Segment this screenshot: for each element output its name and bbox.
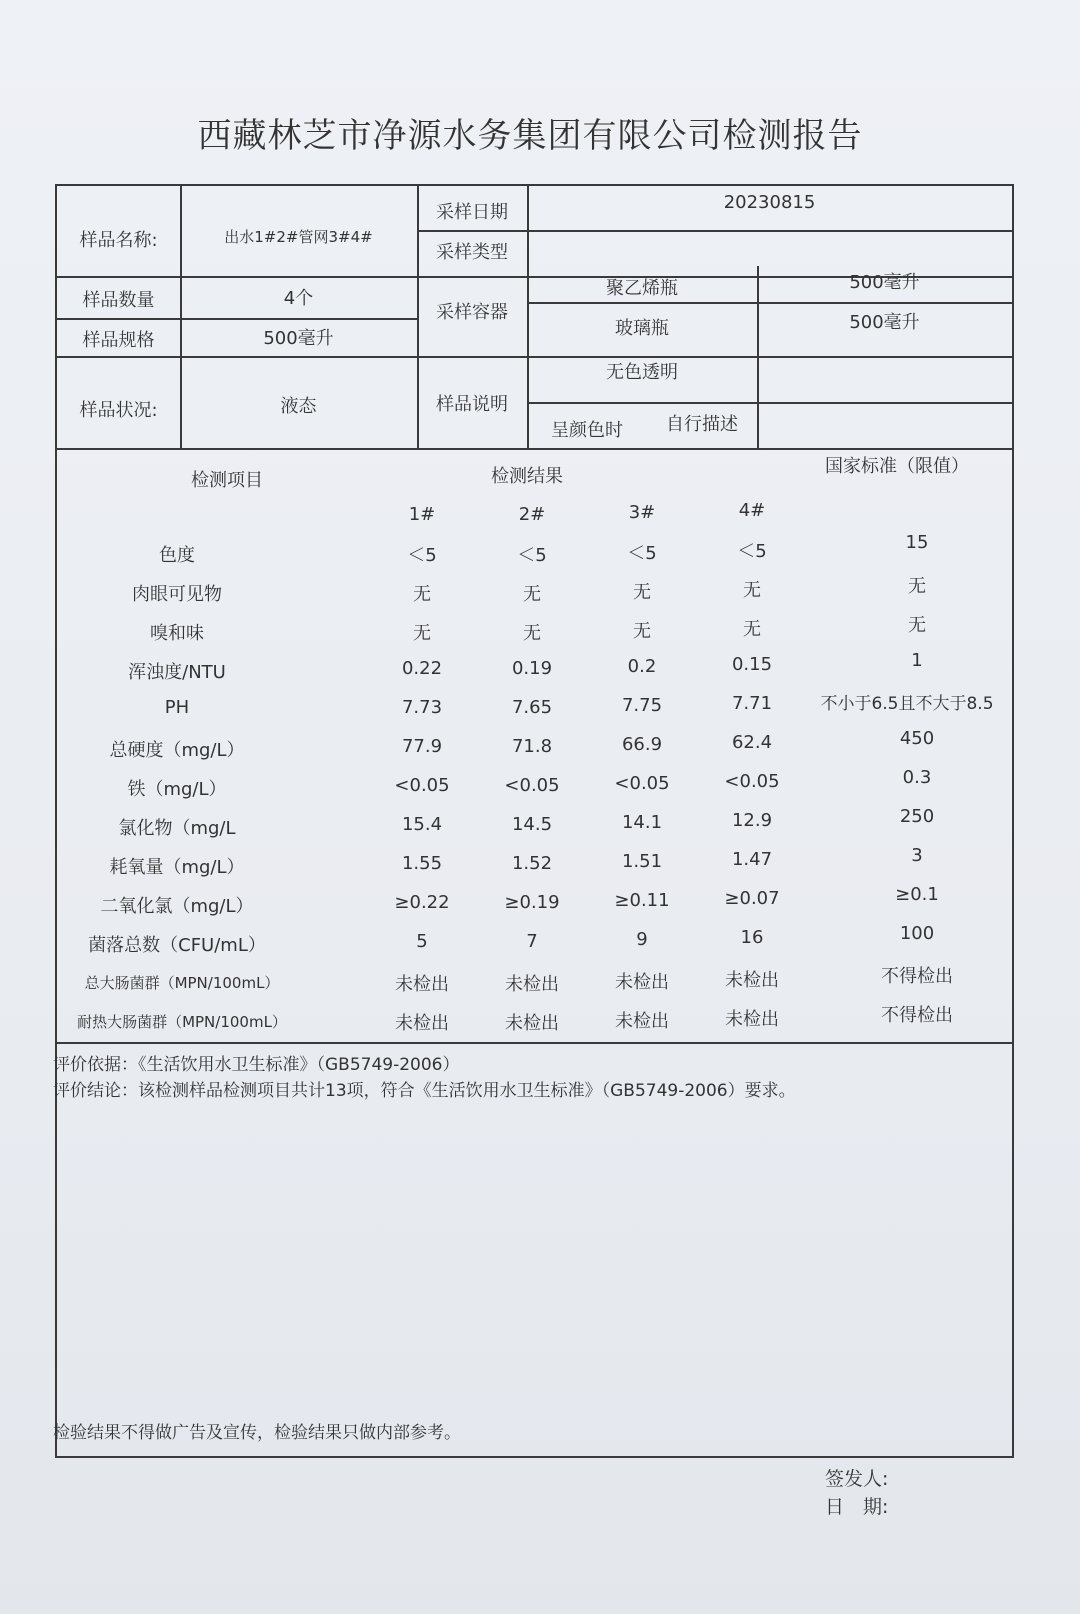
value-1: ≥0.22 [394,892,450,913]
value-1: ＜5 [407,545,437,566]
value-2: 0.19 [511,658,553,679]
value-4: 0.15 [731,654,773,675]
value-3: ≥0.11 [614,890,670,911]
value-4: 1.47 [731,849,773,870]
limit: 无 [908,576,926,597]
limit: 无 [908,615,926,636]
value-2: 14.5 [511,814,553,835]
item-name: 浑浊度/NTU [128,662,226,683]
value-2: 7.65 [511,697,553,718]
value-3: 1.51 [621,851,663,872]
sample-qty-label: 样品数量 [82,290,155,311]
item-name: 耐热大肠菌群（MPN/100mL） [77,1013,287,1031]
container-2-name: 玻璃瓶 [615,318,669,339]
value-2: 1.52 [511,853,553,874]
value-2: 未检出 [505,1013,559,1034]
value-4: ≥0.07 [724,888,780,909]
item-header: 检测项目 [191,470,263,491]
sample-name-label: 样品名称: [79,230,158,251]
value-3: 未检出 [615,1011,669,1032]
value-2: ≥0.19 [504,892,560,913]
item-name: PH [164,697,190,718]
value-3: 66.9 [621,734,663,755]
value-2: 无 [523,623,541,644]
item-name: 总硬度（mg/L） [109,740,245,761]
item-name: 二氧化氯（mg/L） [100,896,254,917]
value-4: 未检出 [725,1009,779,1030]
report-title: 西藏林芝市净源水务集团有限公司检测报告 [197,116,863,156]
value-4: 未检出 [725,970,779,991]
signer-label: 签发人: [825,1468,889,1490]
value-1: 无 [413,584,431,605]
value-1: 15.4 [401,814,443,835]
limit: 15 [905,532,929,553]
item-name: 总大肠菌群（MPN/100mL） [84,974,280,992]
sample-date-value: 20230815 [723,192,816,213]
item-name: 菌落总数（CFU/mL） [88,935,266,956]
value-4: 7.71 [731,693,773,714]
limit: 1 [911,650,923,671]
value-1: 未检出 [395,974,449,995]
container-1-volume: 500毫升 [849,272,920,293]
value-3: <0.05 [614,773,670,794]
value-4: 16 [740,927,764,948]
value-4: 12.9 [731,810,773,831]
value-2: 未检出 [505,974,559,995]
value-4: 无 [743,619,761,640]
value-2: 71.8 [511,736,553,757]
value-1: 无 [413,623,431,644]
limit: 0.3 [902,767,932,788]
sample-id-4: 4# [738,500,766,521]
item-name: 铁（mg/L） [127,779,227,800]
value-1: 7.73 [401,697,443,718]
report-table [55,184,1014,1458]
limit: ≥0.1 [895,884,939,905]
limit: 不得检出 [881,966,953,987]
value-1: 5 [416,931,428,952]
value-3: 无 [633,582,651,603]
limit: 450 [899,728,935,749]
sample-id-1: 1# [408,504,436,525]
sample-type-label: 采样类型 [436,242,508,263]
value-1: 77.9 [401,736,443,757]
sample-qty-value: 4个 [283,288,314,309]
footer-note: 检验结果不得做广告及宣传，检验结果只做内部参考。 [53,1423,461,1443]
sample-spec-label: 样品规格 [82,330,155,351]
item-name: 色度 [159,545,195,566]
item-name: 肉眼可见物 [132,584,222,605]
container-label: 采样容器 [436,302,508,323]
item-name: 氯化物（mg/L [118,818,236,839]
sample-name-value: 出水1#2#管网3#4# [224,228,373,246]
limit: 3 [911,845,923,866]
container-2-volume: 500毫升 [849,312,920,333]
value-3: 无 [633,621,651,642]
sample-date-label: 采样日期 [436,202,508,223]
value-2: 无 [523,584,541,605]
item-name: 耗氧量（mg/L） [109,857,245,878]
sign-date-label: 日 期: [825,1496,889,1518]
value-2: <0.05 [504,775,560,796]
evaluation-conclusion: 评价结论：该检测样品检测项目共计13项，符合《生活饮用水卫生标准》（GB5749-2006）要求。 [53,1081,796,1101]
value-3: 9 [636,929,648,950]
value-2: ＜5 [517,545,547,566]
value-3: ＜5 [627,543,657,564]
evaluation-basis: 评价依据：《生活饮用水卫生标准》（GB5749-2006） [53,1055,460,1075]
container-1-name: 聚乙烯瓶 [606,278,678,299]
sample-state-label: 样品状况: [79,400,158,421]
value-3: 未检出 [615,972,669,993]
limit: 不小于6.5且不大于8.5 [820,694,994,714]
value-4: 62.4 [731,732,773,753]
sample-id-3: 3# [628,502,656,523]
sample-color-label: 呈颜色时 [551,420,623,441]
sample-state-value: 液态 [280,396,317,417]
value-3: 14.1 [621,812,663,833]
limit: 100 [899,923,935,944]
result-header: 检测结果 [491,466,563,487]
value-3: 0.2 [627,656,657,677]
value-2: 7 [526,931,538,952]
sample-desc-label: 样品说明 [436,394,508,415]
limit: 250 [899,806,935,827]
sample-spec-value: 500毫升 [263,328,334,349]
value-4: <0.05 [724,771,780,792]
sample-desc-value: 无色透明 [606,362,678,383]
value-3: 7.75 [621,695,663,716]
item-name: 嗅和味 [150,623,204,644]
value-1: 0.22 [401,658,443,679]
value-1: <0.05 [394,775,450,796]
value-4: ＜5 [737,541,767,562]
value-1: 1.55 [401,853,443,874]
limit: 不得检出 [881,1005,953,1026]
value-1: 未检出 [395,1013,449,1034]
sample-id-2: 2# [518,504,546,525]
standard-header: 国家标准（限值） [825,456,969,477]
sample-color-value: 自行描述 [666,414,738,435]
value-4: 无 [743,580,761,601]
